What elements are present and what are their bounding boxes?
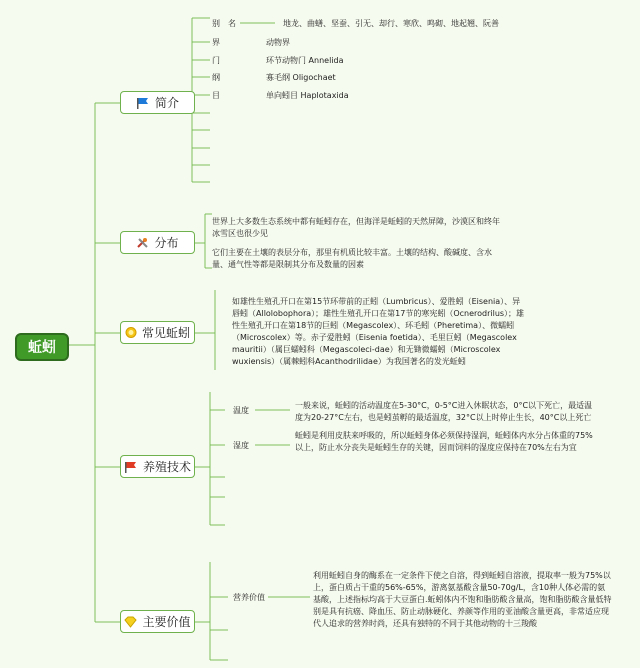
branch-distribution-label: 分布 <box>154 236 179 250</box>
breeding-temp-label: 温度 <box>233 406 249 415</box>
branch-breeding-label: 养殖技术 <box>142 460 191 474</box>
medal-icon <box>125 326 137 339</box>
intro-row-value: 地龙、曲蟮、坚蚕、引无、却行、寒欣、鸣砌、地起翘、阮善 <box>283 19 499 28</box>
intro-row-label: 纲 <box>212 73 220 82</box>
intro-row-label: 目 <box>212 91 220 100</box>
branch-intro[interactable] <box>120 91 195 114</box>
intro-row-value: 动物界 <box>266 38 290 47</box>
value-nutrition-text: 利用蚯蚓自身的酶系在一定条件下使之自溶，得到蚯蚓自溶液，提取率一般为75%以上，蛋白质占干重的56%-65%，游离氨基酸含量50-70g/L，含10种人体必需的氨基酸，上述指标均高于大豆蛋白.蚯蚓体内不饱和脂肪酸含量高，饱和脂肪酸含量低特别是具有抗癌、降血压、防止动脉硬化、养颜等作用的亚油酸含量更高，非常适应现代人追求的营养时尚，还具有独特的不同于其他动物的十三羧酸 <box>313 571 612 628</box>
root-label: 蚯蚓 <box>28 340 56 356</box>
branch-value-label: 主要价值 <box>142 615 191 629</box>
intro-row-value: 环节动物门 Annelida <box>266 56 344 65</box>
flag-red-icon <box>124 461 138 473</box>
branch-value[interactable] <box>120 610 195 633</box>
breeding-temp-text: 一般来说，蚯蚓的活动温度在5-30°C，0-5°C进入休眠状态，0°C以下死亡，最适温度为20-27°C左右，也是蚓茧孵的最适温度，32°C以上时停止生长，40°C以上死亡 <box>295 401 593 422</box>
flag-blue-icon <box>136 97 150 109</box>
distribution-text-1: 世界上大多数生态系统中都有蚯蚓存在，但海洋是蚯蚓的天然屏障，沙漠区和终年冰雪区也很少见 <box>212 217 500 238</box>
common-text: 如雄性生殖孔开口在第15节环带前的正蚓（Lumbricus）、爱胜蚓（Eisenia）、异唇蚓（Allolobophora）；雄性生殖孔开口在第17节的寒宪蚓（Ocnerodrilus）；雄性生殖孔开口在第18节的巨蚓（Megascolex）、环毛蚓（Pheretima）、微蠕蚓（Microscolex）等。赤子爱胜蚓（Eisenia foetida）、毛里巨蚓（Megascolex mauritii）（属巨蠕蚓科（Megascoleci-dae）和无锄微蠕蚓（Microscolex wuxiensis）（属棘蚓科Acanthodrilidae）为我国著名的发光蚯蚓 <box>232 297 525 366</box>
gem-icon <box>124 616 137 628</box>
intro-row-value: 单向蚓目 Haplotaxida <box>266 91 349 100</box>
distribution-text-2: 它们主要在土壤的表层分布，那里有机质比较丰富。土壤的结构、酸碱度、含水量、通气性等都是限制其分布及数量的因素 <box>212 248 492 269</box>
intro-row-label: 界 <box>212 38 220 47</box>
intro-row-label: 别 名 <box>212 19 236 28</box>
branch-distribution[interactable] <box>120 231 195 254</box>
intro-row-value: 寡毛纲 Oligochaet <box>266 73 336 82</box>
intro-row-label: 门 <box>212 56 220 65</box>
branch-breeding[interactable] <box>120 455 195 478</box>
breeding-humid-label: 湿度 <box>233 441 249 450</box>
branch-common-label: 常见蚯蚓 <box>141 326 190 340</box>
tools-icon <box>136 236 149 249</box>
breeding-humid-text: 蚯蚓是利用皮肤来呼吸的，所以蚯蚓身体必须保持湿润，蚯蚓体内水分占体重的75%以上，防止水分丧失是蚯蚓生存的关键，因而饲料的湿度应保持在70%左右为宜 <box>295 431 593 452</box>
branch-common[interactable] <box>120 321 195 344</box>
root-node[interactable] <box>15 333 69 361</box>
value-nutrition-label: 营养价值 <box>233 593 265 602</box>
branch-intro-label: 简介 <box>154 96 179 110</box>
